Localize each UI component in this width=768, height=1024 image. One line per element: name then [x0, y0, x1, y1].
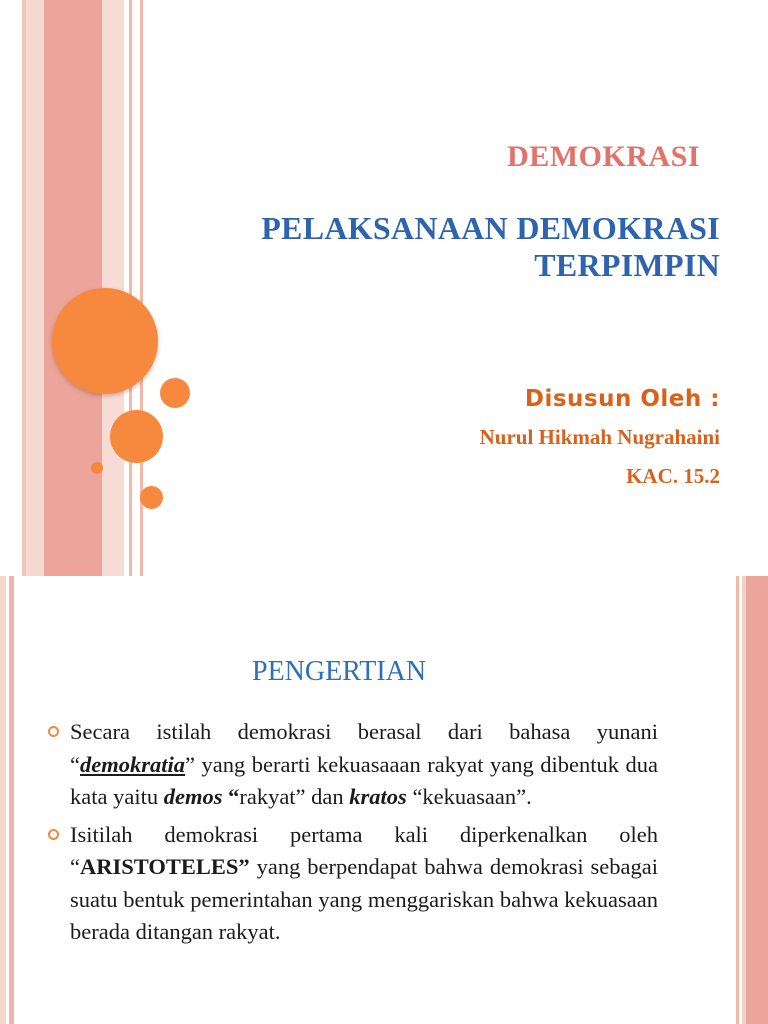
author-name: Nurul Hikmah Nugrahaini [479, 425, 720, 449]
list-item [48, 716, 658, 814]
text-run: “kekuasaan”. [406, 784, 532, 809]
decor-band [746, 576, 768, 1024]
slide-subtitle [160, 210, 720, 284]
term-demos: demos [163, 784, 223, 809]
term-aristoteles: ARISTOTELES” [80, 854, 250, 879]
decor-band [129, 0, 132, 576]
subtitle-line: PELAKSANAAN DEMOKRASI [261, 210, 720, 246]
class-code: KAC. 15.2 [626, 464, 720, 488]
slide-title: PENGERTIAN [252, 656, 427, 687]
circle-decoration [91, 462, 103, 474]
decor-band [26, 0, 44, 576]
decor-band [44, 0, 102, 576]
circle-decoration [140, 486, 163, 509]
circle-decoration [110, 410, 163, 463]
text-run: Secara istilah demokrasi berasal dari bahasa yunani “ [70, 719, 658, 777]
text-run: ” yang berarti kekuasaaan rakyat yang dibentuk dua kata yaitu [70, 751, 658, 809]
decor-band [736, 576, 739, 1024]
term-demokratia: demokratia [80, 751, 185, 777]
decor-band [9, 576, 14, 1024]
text-run: Isitilah demokrasi pertama kali diperkenalkan oleh “ [70, 821, 658, 879]
bullet-ring-icon [48, 829, 59, 840]
text-run: “ [222, 784, 240, 809]
byline-label: Disusun Oleh : [524, 386, 720, 412]
bullet-ring-icon [48, 726, 59, 737]
term-kratos: kratos [349, 784, 407, 809]
bullet-list [48, 716, 658, 954]
text-run: yang berpendapat bahwa demokrasi sebagai suatu bentuk pemerintahan yang menggariskan bahwa kekuasaan berada ditangan rakyat. [70, 854, 658, 944]
text-run: rakyat” dan [239, 784, 350, 809]
circle-decoration [52, 288, 158, 394]
slide-title: DEMOKRASI [507, 140, 700, 173]
content-slide [0, 576, 768, 1024]
subtitle-line: TERPIMPIN [534, 247, 720, 283]
circle-decoration [160, 378, 190, 408]
list-item [48, 819, 658, 949]
